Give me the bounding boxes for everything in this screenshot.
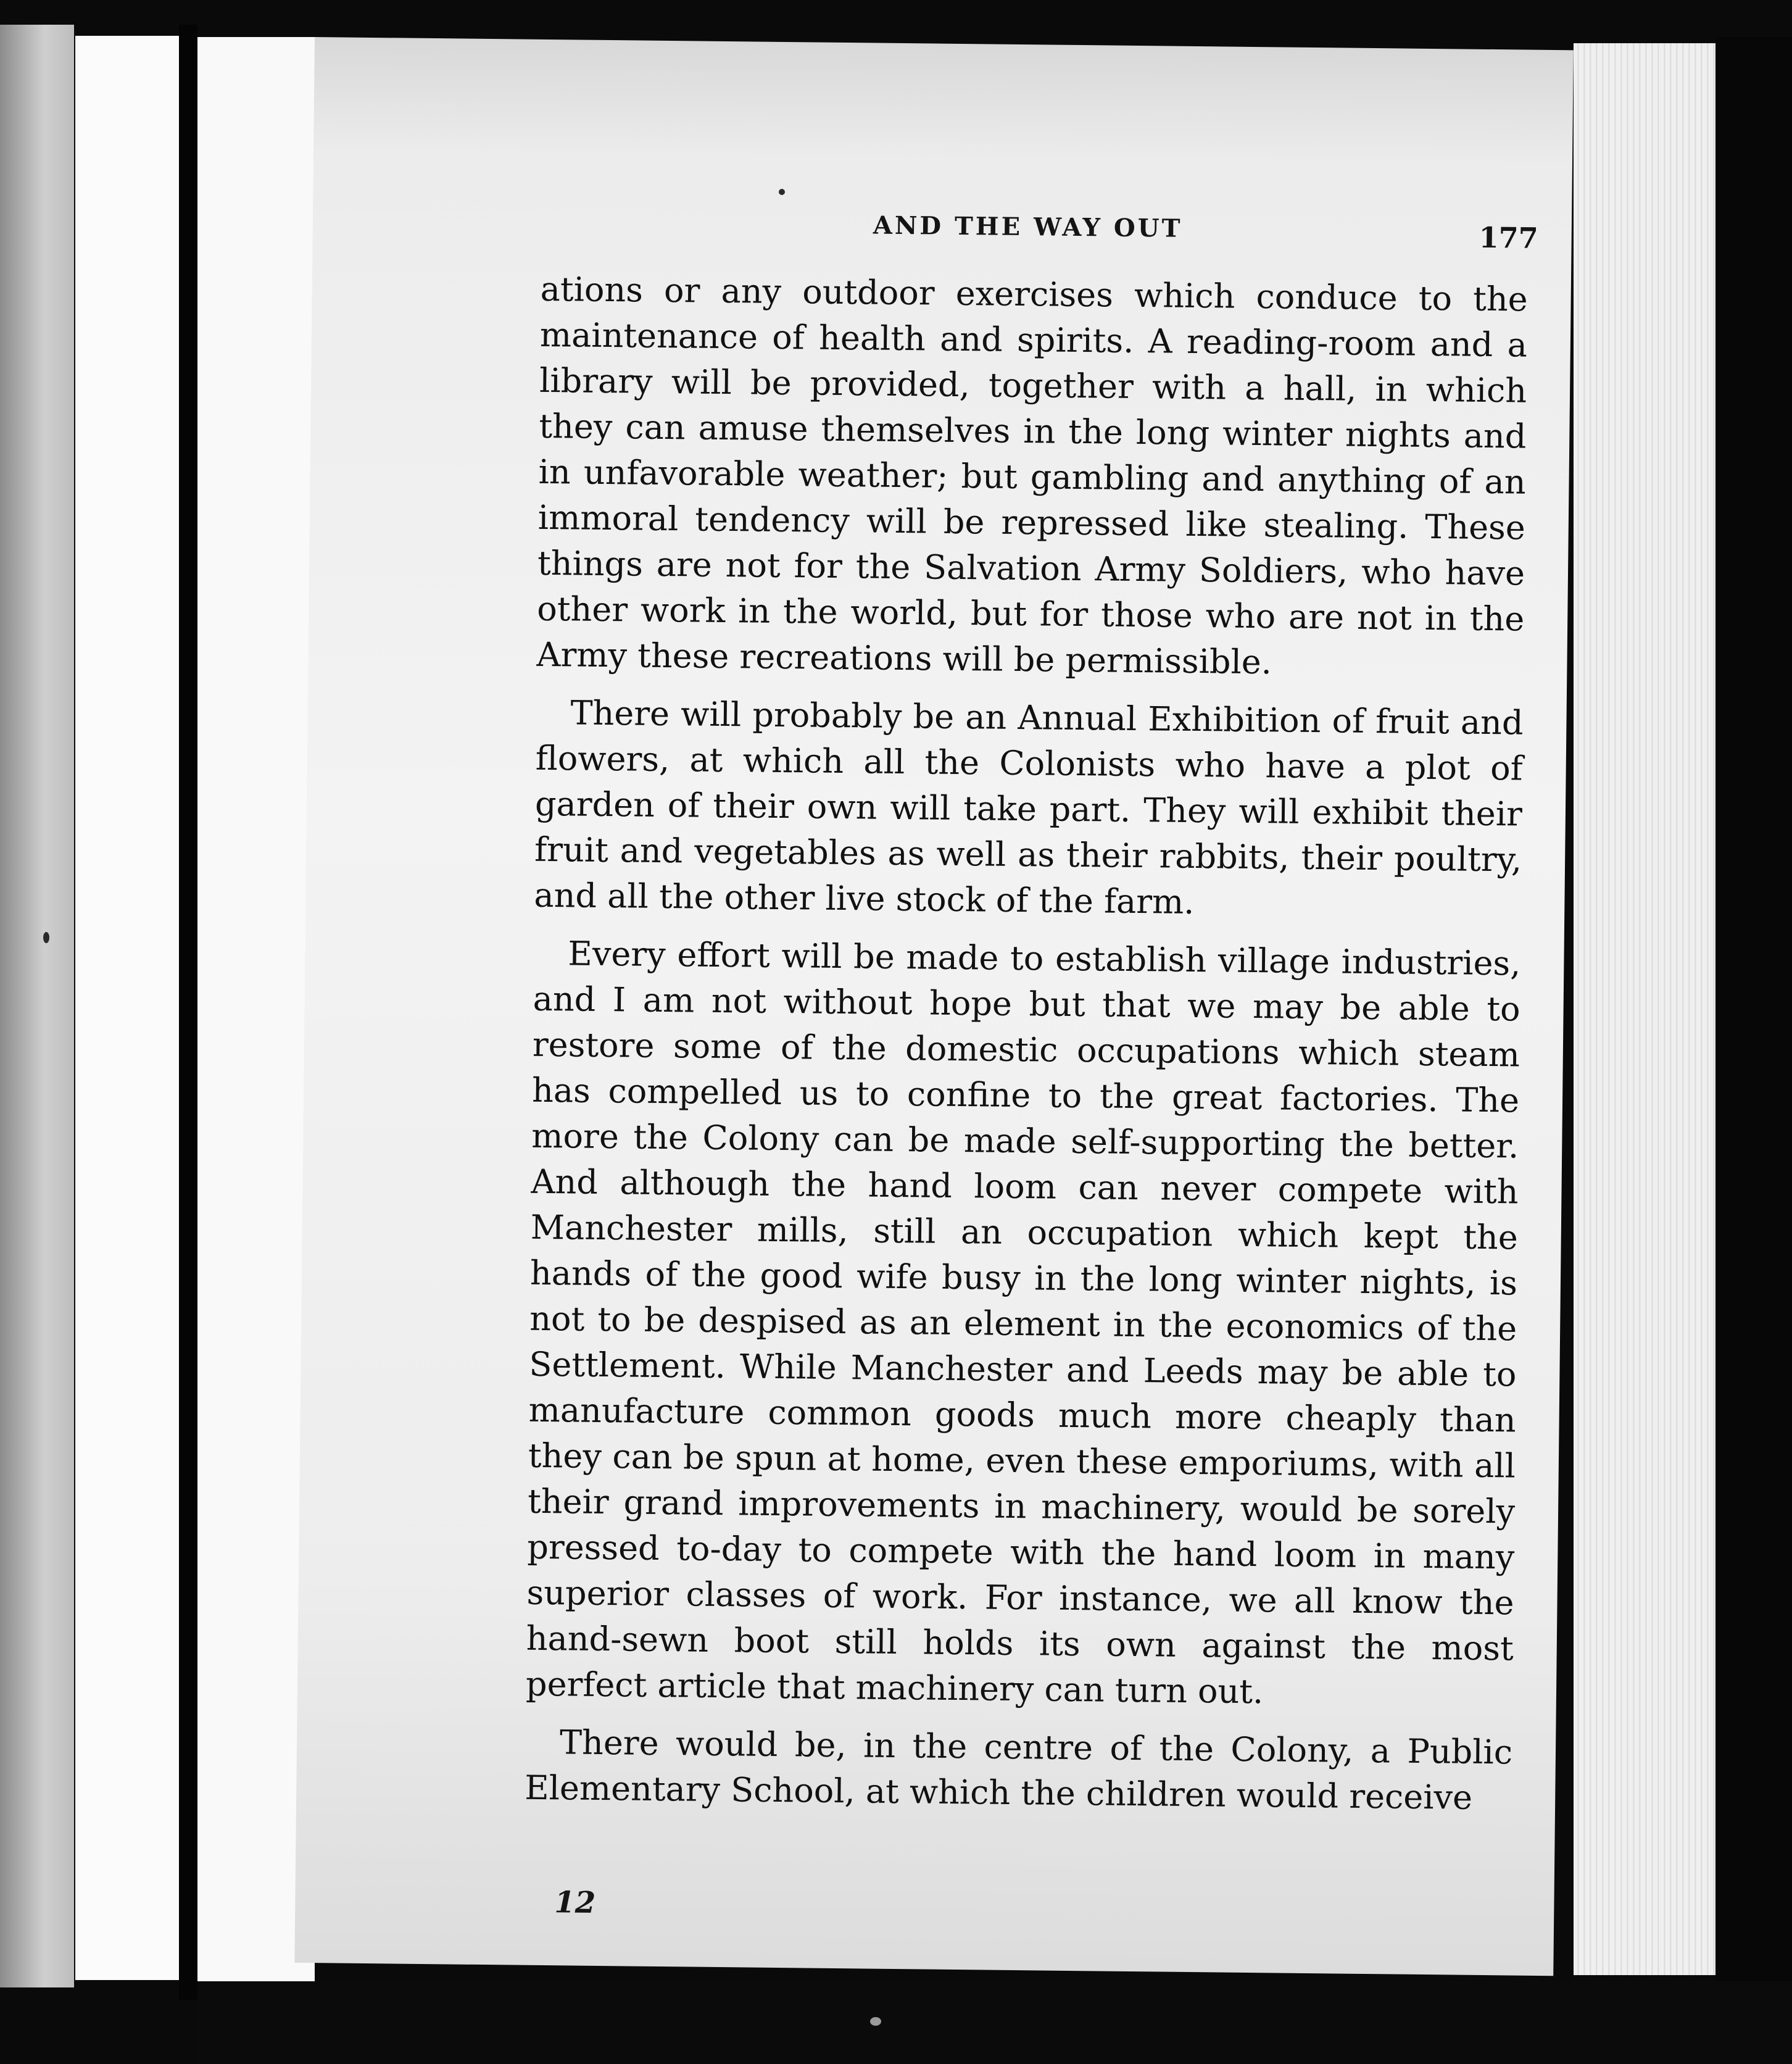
- page-number: 177: [1479, 220, 1539, 255]
- book-page: [294, 37, 1574, 1976]
- dust-speck: [43, 932, 49, 943]
- dust-speck: [779, 189, 785, 195]
- page-header: [312, 205, 1572, 273]
- dust-speck: [870, 2017, 881, 2026]
- paragraph-3: Every effort will be made to establish village industries, and I am not without hope but that we may be able to restore some of the domestic occupations which steam has compelled us to confine to the great factories. The more the Colony can be made self-supporting the better. And although the hand loom can never compete with Manchester mills, still an occupation which kept the hands of the good wife busy in the long winter nights, is not to be despised as an element in the economics of the Settlement. While Manchester and Leeds may be able to manufacture common goods much more cheaply than they can be spun at home, even these emporiums, with all their grand improvements in machinery, would be sorely pressed to-day to compete with the hand loom in many superior classes of work. For instance, we all know the hand-sewn boot still holds its own against the most perfect article that machinery can turn out.: [525, 934, 1521, 1712]
- paragraph-1: ations or any outdoor exercises which conduce to the maintenance of health and spirits. A reading-room and a library will be provided, together with a hall, in which they can amuse themselves in the long winter nights and in unfavorable weather; but gambling and anything of an immoral tendency will be repressed like stealing. These things are not for the Salvation Army Soldiers, who have other work in the world, but for those who are not in the Army these recreations will be permissible.: [536, 269, 1528, 682]
- page-body: [525, 267, 1528, 1821]
- running-head: AND THE WAY OUT: [873, 210, 1183, 243]
- facing-page-edge: [75, 36, 179, 1980]
- page-block-edge: [1574, 43, 1715, 1975]
- paragraph-4: There would be, in the centre of the Colony, a Public Elementary School, at which the children would receive: [524, 1723, 1513, 1817]
- scanner-glare: [0, 25, 74, 1987]
- paragraph-2: There will probably be an Annual Exhibition of fruit and flowers, at which all the Colonists who have a plot of garden of their own will take part. They will exhibit their fruit and vegetables as well as their rabbits, their poultry, and all the other live stock of the farm.: [534, 693, 1524, 922]
- fore-edge-shadow: [1715, 37, 1792, 2064]
- signature-mark: 12: [554, 1885, 596, 1920]
- book-gutter: [179, 25, 197, 2000]
- bottom-shadow: [197, 1981, 1792, 2064]
